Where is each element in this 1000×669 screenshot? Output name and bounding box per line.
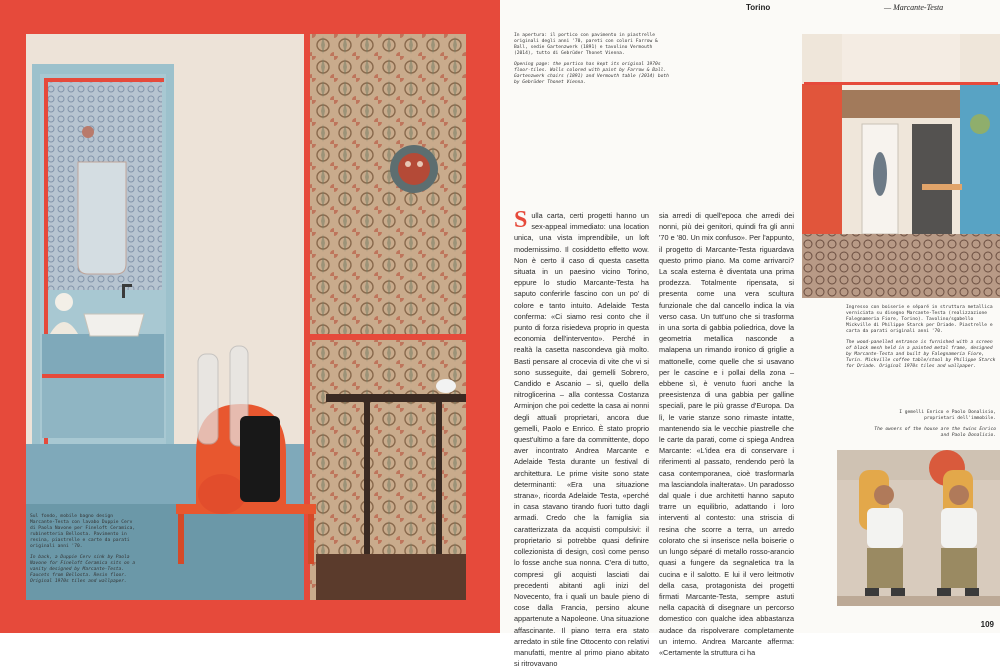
top-caption-it: In apertura: il portico con pavimento in piastrelle originali degli anni '70, pareti con colori Farrow & Ball, sedie Gartenzwerk (1891) e tavolino Vermouth (2014), tutto di Gebrüder Thonet Vienna. xyxy=(514,33,658,56)
hall-photo xyxy=(802,34,1000,298)
column-2-text: sia arredi di quell'epoca che arredi dei nonni, più dei genitori, quindi fra gli anni '70 e '80. Un mix confuso». Per l'appunto, il progetto di Marcante-Testa riguardava questo primo piano. Ma come arrivarci? La scala esterna è diventata una prima prodezza. Totalmente ripensata, si presenta come una vera scultura funzionale che dal cancello indica la via verso casa. Un tutt'uno che si trasforma in una sorta di gabbia poliedrica, dove la geometria metallica nasconde a malapena un rimando ironico di griglie a mattonelle, come quelle che si usavano per le cascine e i pollai della zona – ebbene sì, è venuto fuori anche la preesistenza di una gabbia per galline speciali, pare le più grasse d'Europa. Da lì, le varie stanze sono rimaste intatte, mantenendo sia le vecchie piastrelle che le carte da parati, come ci spiega Andrea Marcante: «L'idea era di conservare i riferimenti al passato, rendendo però la casa contemporanea, cioè trasformarla ma lasciandola inalterata». Un paradosso dal quale i due architetti hanno saputo trarre un equilibrio, adattando i loro interventi al contesto: una striscia di resina che scorre a terra, un arredo colorato che si inserisce nella boiserie o un lungo séparé di metallo rosso-arancio quasi a fungere da segnaletica tra la cucina e il salotto. E lui il vero leitmotiv della casa, protagonista dei progetti firmati Marcante-Testa, sempre astuti nella capacità di disegnare un percorso domestico con qualche idea abbastanza audace da rispolverare completamente un interno. Andrea Marcante afferma: «Certamente la struttura ci ha xyxy=(659,211,794,657)
left-caption-en: In back, a Duppie Cerv sink by Paola Navone for Fineloft Ceramica sits on a vanity designed by Marcante-Testa. Faucets from Bellosta. Resin floor. Original 1970s tiles and wallpaper. xyxy=(30,555,136,584)
hall-illustration xyxy=(802,34,1000,298)
top-caption-en: Opening page: the portico has kept its original 1970s floor-tiles. Walls colored with paint by Farrow & Ball. Gartenzwerk chairs (1891) and Vermouth table (2014) both by Gebrüder Thonet Vienna. xyxy=(514,62,669,85)
column-1-text: ulla carta, certi progetti hanno un sex-appeal immediato: una location unica, una vista imprendibile, un loft modernissimo. Il cosiddetto effetto wow. Non è certo il caso di questa casetta situata in un paesino vicino Torino, eppure lo studio Marcante-Testa ha saputo conferirle fascino con un po' di colore e tanto intuito. Adelaide Testa conferma: «Ci siamo resi conto che il punto di forza risiedeva proprio in questa economia dell'intervento». Perché in realtà la casetta nascondeva già molto. Basti pensare al crocevia di vite che vi si sono susseguite, dai gemelli Sobrero, Candido e Ascanio – sì, quello della nitroglicerina – alla contessa Costanza Arminjon che poi cedette la casa ai nonni degli attuali proprietari, ancora due gemelli, Paolo e Enrico. È stato proprio quest'ultimo a fare da committente, dopo aver incontrato Andrea Marcante e Adelaide Testa durante un festival di architettura. Le prime visite sono state determinanti: «Era una situazione strana», ricorda Adelaide Testa, «perché in casa stavano tirando fuori tutto dagli armadi. Credo che la famiglia sia caratterizzata da acquisti compulsivi: il proprietario si potrebbe quasi definire collezionista di design, così come penso lo fosse anche sua nonna. C'era di tutto, compresi gli acquisti lasciati dai precedenti abitanti agli inizi del Novecento, fra i quali un baule pieno di cose dalla Francia, persino alcune appartenute a Napoleone. Una situazione affascinante. Il piano terra era stato arredato in stile fine Ottocento con relativi manufatti, mentre al primo piano abitato si ritrovavano xyxy=(514,211,649,669)
hall-caption xyxy=(846,305,996,370)
left-caption-it: Sul fondo, mobile bagno design Marcante-Testa con lavabo Duppie Cerv di Paola Navone per Fineloft Ceramica, rubinetteria Bellosta. Pavimento in resina, piastrelle e carte da parati originali anni '70. xyxy=(30,514,136,549)
twins-caption-it: I gemelli Enrico e Paolo Donalisio, proprietari dell'immobile. xyxy=(899,410,996,421)
right-page xyxy=(500,0,1000,669)
top-caption xyxy=(514,33,674,86)
header-city: Torino xyxy=(746,3,771,12)
left-photo-caption xyxy=(30,514,136,585)
left-page xyxy=(0,0,500,633)
page-number: 109 xyxy=(980,620,994,629)
article-column-1 xyxy=(514,207,649,669)
twins-caption-en: The owners of the house are the twins Enrico and Paolo Donalisio. xyxy=(874,427,996,438)
hall-caption-it: Ingresso con boiserie e séparé in struttura metallica verniciata su disegno Marcante-Testa (realizzazione Falegnameria Fiore, Torino). Tavolino/sgabello Mickville di Philippe Starck per Driade. Piastrelle e carta da parati originali anni '70. xyxy=(846,305,993,334)
crab-plaque-icon xyxy=(390,145,438,193)
bathroom-photo xyxy=(26,34,466,600)
article-column-2 xyxy=(659,210,794,658)
twins-illustration xyxy=(837,450,1000,606)
header-section: — Marcante-Testa xyxy=(884,3,944,12)
twins-photo xyxy=(837,450,1000,606)
dropcap: S xyxy=(514,207,528,233)
twins-caption xyxy=(870,410,996,439)
hall-caption-en: The wood-panelled entrance is furnished with a screen of black mesh held in a painted metal frame, designed by Marcante-Testa and built by Falegnameria Fiore, Turin. Mickville coffee table/stool by Philippe Starck for Driade. Original 1970s tiles and wallpaper. xyxy=(846,340,996,369)
